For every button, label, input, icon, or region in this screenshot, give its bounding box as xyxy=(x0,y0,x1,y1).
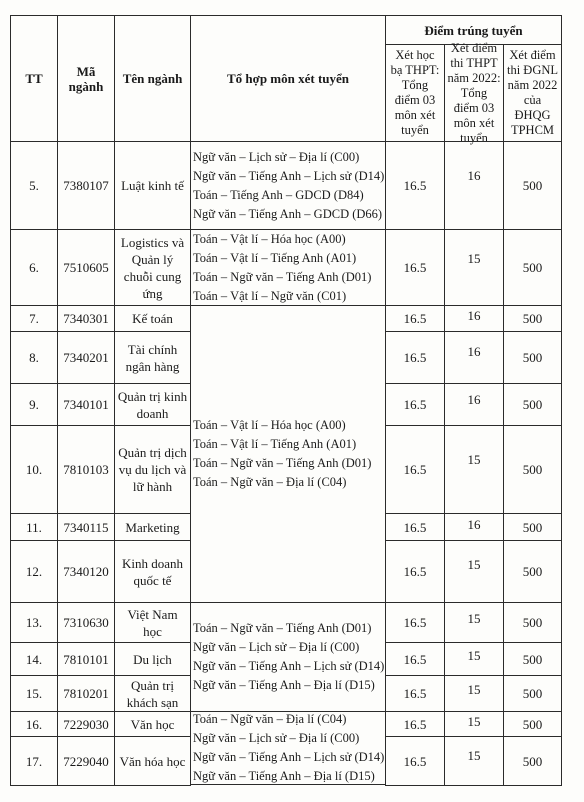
row-7340115-tt: 11. xyxy=(10,513,58,541)
row-7510605-tt: 6. xyxy=(10,229,58,306)
row-7340120-code: 7340120 xyxy=(57,540,115,603)
combo-line: Ngữ văn – Tiếng Anh – GDCD (D66) xyxy=(193,206,383,221)
row-7510605-name: Logistics và Quản lý chuỗi cung ứng xyxy=(114,229,191,306)
row-7340115-name: Marketing xyxy=(114,513,191,541)
row-7380107-code: 7380107 xyxy=(57,141,115,230)
combo-cell-5 xyxy=(190,141,386,230)
combo-line: Toán – Vật lí – Ngữ văn (C01) xyxy=(193,288,347,303)
row-7810201-thpt: 15 xyxy=(444,675,504,712)
row-7810101-hocba: 16.5 xyxy=(385,642,445,676)
row-7340301-code: 7340301 xyxy=(57,305,115,332)
combo-line: Ngữ văn – Lịch sử – Địa lí (C00) xyxy=(193,149,360,164)
combo-line: Toán – Ngữ văn – Địa lí (C04) xyxy=(193,712,347,726)
combo-line: Toán – Tiếng Anh – GDCD (D84) xyxy=(193,187,364,202)
row-7340120-name: Kinh doanh quốc tế xyxy=(114,540,191,603)
row-7340101-thpt: 16 xyxy=(444,383,504,426)
row-7310630-tt: 13. xyxy=(10,602,58,643)
row-7340101-hocba: 16.5 xyxy=(385,383,445,426)
row-7810201-tt: 15. xyxy=(10,675,58,712)
row-7340201-dgnl: 500 xyxy=(503,331,562,384)
header-tt: TT xyxy=(10,15,58,142)
combo-line: Toán – Ngữ văn – Tiếng Anh (D01) xyxy=(193,621,372,635)
row-7810103-tt: 10. xyxy=(10,425,58,514)
row-7229030-code: 7229030 xyxy=(57,711,115,737)
combo-line: Ngữ văn – Tiếng Anh – Địa lí (D15) xyxy=(193,678,375,692)
row-7310630-hocba: 16.5 xyxy=(385,602,445,643)
row-7340201-code: 7340201 xyxy=(57,331,115,384)
row-7340120-dgnl: 500 xyxy=(503,540,562,603)
row-7310630-dgnl: 500 xyxy=(503,602,562,643)
row-7340115-thpt: 16 xyxy=(444,513,504,541)
row-7310630-thpt: 15 xyxy=(444,602,504,643)
row-7340115-code: 7340115 xyxy=(57,513,115,541)
row-7340201-tt: 8. xyxy=(10,331,58,384)
row-7229030-tt: 16. xyxy=(10,711,58,737)
row-7380107-hocba: 16.5 xyxy=(385,141,445,230)
row-7310630-code: 7310630 xyxy=(57,602,115,643)
row-7340201-thpt: 16 xyxy=(444,331,504,384)
row-7810201-hocba: 16.5 xyxy=(385,675,445,712)
combo-cell-6 xyxy=(190,229,386,306)
header-combo: Tổ hợp môn xét tuyển xyxy=(190,15,386,142)
row-7340301-name: Kế toán xyxy=(114,305,191,332)
combo-line: Toán – Vật lí – Hóa học (A00) xyxy=(193,418,346,432)
combo-line: Toán – Vật lí – Hóa học (A00) xyxy=(193,231,346,246)
row-7340301-tt: 7. xyxy=(10,305,58,332)
row-7810101-dgnl: 500 xyxy=(503,642,562,676)
row-7340120-tt: 12. xyxy=(10,540,58,603)
combo-cell-16-17 xyxy=(190,711,386,785)
row-7229040-name: Văn hóa học xyxy=(114,736,191,786)
combo-line: Toán – Vật lí – Tiếng Anh (A01) xyxy=(193,437,357,451)
row-7380107-thpt: 16 xyxy=(444,141,504,230)
combo-cell-13-15 xyxy=(190,602,386,712)
row-7340201-hocba: 16.5 xyxy=(385,331,445,384)
row-7229030-thpt: 15 xyxy=(444,711,504,737)
row-7340101-dgnl: 500 xyxy=(503,383,562,426)
header-hocba: Xét học bạ THPT: Tổng điểm 03 môn xét tuyển xyxy=(385,44,445,142)
row-7510605-dgnl: 500 xyxy=(503,229,562,306)
row-7810201-code: 7810201 xyxy=(57,675,115,712)
row-7229040-hocba: 16.5 xyxy=(385,736,445,786)
combo-line: Ngữ văn – Tiếng Anh – Lịch sử (D14) xyxy=(193,659,385,673)
combo-line: Ngữ văn – Tiếng Anh – Địa lí (D15) xyxy=(193,769,375,783)
row-7340101-tt: 9. xyxy=(10,383,58,426)
row-7340120-thpt: 15 xyxy=(444,540,504,603)
combo-line: Toán – Ngữ văn – Tiếng Anh (D01) xyxy=(193,456,372,470)
row-7229040-code: 7229040 xyxy=(57,736,115,786)
row-7340101-code: 7340101 xyxy=(57,383,115,426)
combo-line: Ngữ văn – Lịch sử – Địa lí (C00) xyxy=(193,640,360,654)
row-7810201-dgnl: 500 xyxy=(503,675,562,712)
row-7810103-dgnl: 500 xyxy=(503,425,562,514)
row-7229040-tt: 17. xyxy=(10,736,58,786)
header-scores: Điểm trúng tuyển xyxy=(385,15,562,45)
row-7510605-hocba: 16.5 xyxy=(385,229,445,306)
combo-cell-7-12 xyxy=(190,305,386,603)
header-code: Mã ngành xyxy=(57,15,115,142)
row-7510605-thpt: 15 xyxy=(444,229,504,306)
combo-line: Ngữ văn – Tiếng Anh – Lịch sử (D14) xyxy=(193,750,385,764)
header-thpt: Xét điểm thi THPT năm 2022: Tổng điểm 03 môn xét tuyển xyxy=(444,44,504,142)
combo-line: Ngữ văn – Lịch sử – Địa lí (C00) xyxy=(193,731,360,745)
header-dgnl: Xét điểm thi ĐGNL năm 2022 của ĐHQG TPHCM xyxy=(503,44,562,142)
row-7340101-name: Quản trị kinh doanh xyxy=(114,383,191,426)
row-7810201-name: Quản trị khách sạn xyxy=(114,675,191,712)
row-7229030-name: Văn học xyxy=(114,711,191,737)
row-7310630-name: Việt Nam học xyxy=(114,602,191,643)
combo-line: Ngữ văn – Tiếng Anh – Lịch sử (D14) xyxy=(193,168,385,183)
row-7380107-dgnl: 500 xyxy=(503,141,562,230)
combo-line: Toán – Ngữ văn – Tiếng Anh (D01) xyxy=(193,269,372,284)
row-7229030-dgnl: 500 xyxy=(503,711,562,737)
row-7229030-hocba: 16.5 xyxy=(385,711,445,737)
row-7810103-thpt: 15 xyxy=(444,425,504,514)
row-7810101-tt: 14. xyxy=(10,642,58,676)
row-7380107-name: Luật kinh tế xyxy=(114,141,191,230)
row-7340115-hocba: 16.5 xyxy=(385,513,445,541)
combo-line: Toán – Ngữ văn – Địa lí (C04) xyxy=(193,475,347,489)
row-7340120-hocba: 16.5 xyxy=(385,540,445,603)
row-7810103-code: 7810103 xyxy=(57,425,115,514)
row-7340301-dgnl: 500 xyxy=(503,305,562,332)
row-7340301-thpt: 16 xyxy=(444,305,504,332)
header-name: Tên ngành xyxy=(114,15,191,142)
row-7229040-dgnl: 500 xyxy=(503,736,562,786)
row-7229040-thpt: 15 xyxy=(444,736,504,786)
row-7380107-tt: 5. xyxy=(10,141,58,230)
row-7810101-code: 7810101 xyxy=(57,642,115,676)
row-7810103-name: Quản trị dịch vụ du lịch và lữ hành xyxy=(114,425,191,514)
row-7340201-name: Tài chính ngân hàng xyxy=(114,331,191,384)
row-7810103-hocba: 16.5 xyxy=(385,425,445,514)
row-7340301-hocba: 16.5 xyxy=(385,305,445,332)
row-7810101-thpt: 15 xyxy=(444,642,504,676)
row-7810101-name: Du lịch xyxy=(114,642,191,676)
combo-line: Toán – Vật lí – Tiếng Anh (A01) xyxy=(193,250,357,265)
row-7340115-dgnl: 500 xyxy=(503,513,562,541)
row-7510605-code: 7510605 xyxy=(57,229,115,306)
